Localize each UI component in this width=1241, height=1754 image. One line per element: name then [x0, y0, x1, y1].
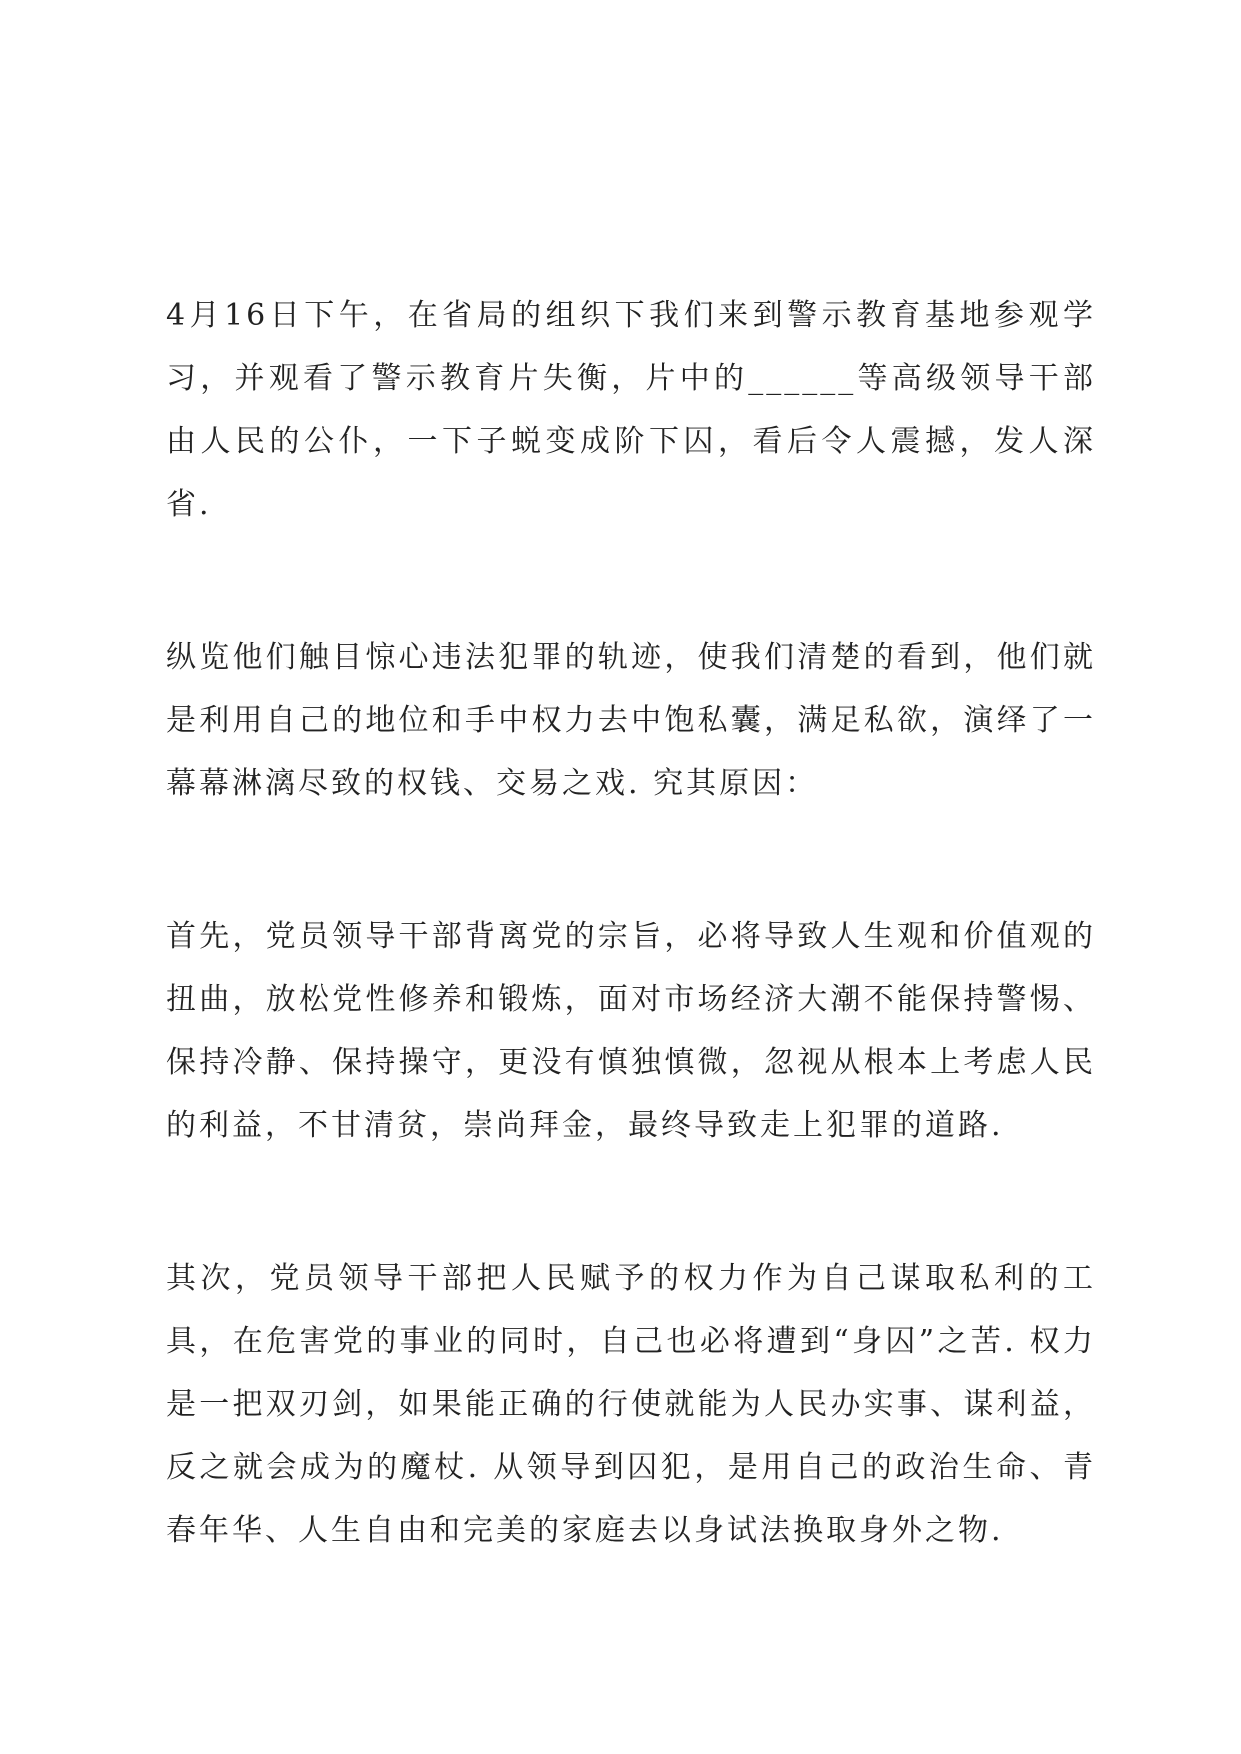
paragraph-1: 4月16日下午，在省局的组织下我们来到警示教育基地参观学习，并观看了警示教育片失衡，片中的______等高级领导干部由人民的公仆，一下子蜕变成阶下囚，看后令人震撼，发人深省. [166, 298, 1096, 522]
paragraph-3: 首先，党员领导干部背离党的宗旨，必将导致人生观和价值观的扭曲，放松党性修养和锻炼，面对市场经济大潮不能保持警惕、保持冷静、保持操守，更没有慎独慎微，忽视从根本上考虑人民的利益，不甘清贫，崇尚拜金，最终导致走上犯罪的道路. [166, 919, 1096, 1143]
paragraph-2: 纵览他们触目惊心违法犯罪的轨迹，使我们清楚的看到，他们就是利用自己的地位和手中权力去中饱私囊，满足私欲，演绎了一幕幕淋漓尽致的权钱、交易之戏. 究其原因： [166, 640, 1096, 801]
document-body [166, 284, 1096, 1652]
paragraph-4: 其次，党员领导干部把人民赋予的权力作为自己谋取私利的工具，在危害党的事业的同时，自己也必将遭到“身囚”之苦. 权力是一把双刃剑，如果能正确的行使就能为人民办实事、谋利益，反之就会成为的魔杖. 从领导到囚犯，是用自己的政治生命、青春年华、人生自由和完美的家庭去以身试法换取身外之物. [166, 1261, 1096, 1548]
